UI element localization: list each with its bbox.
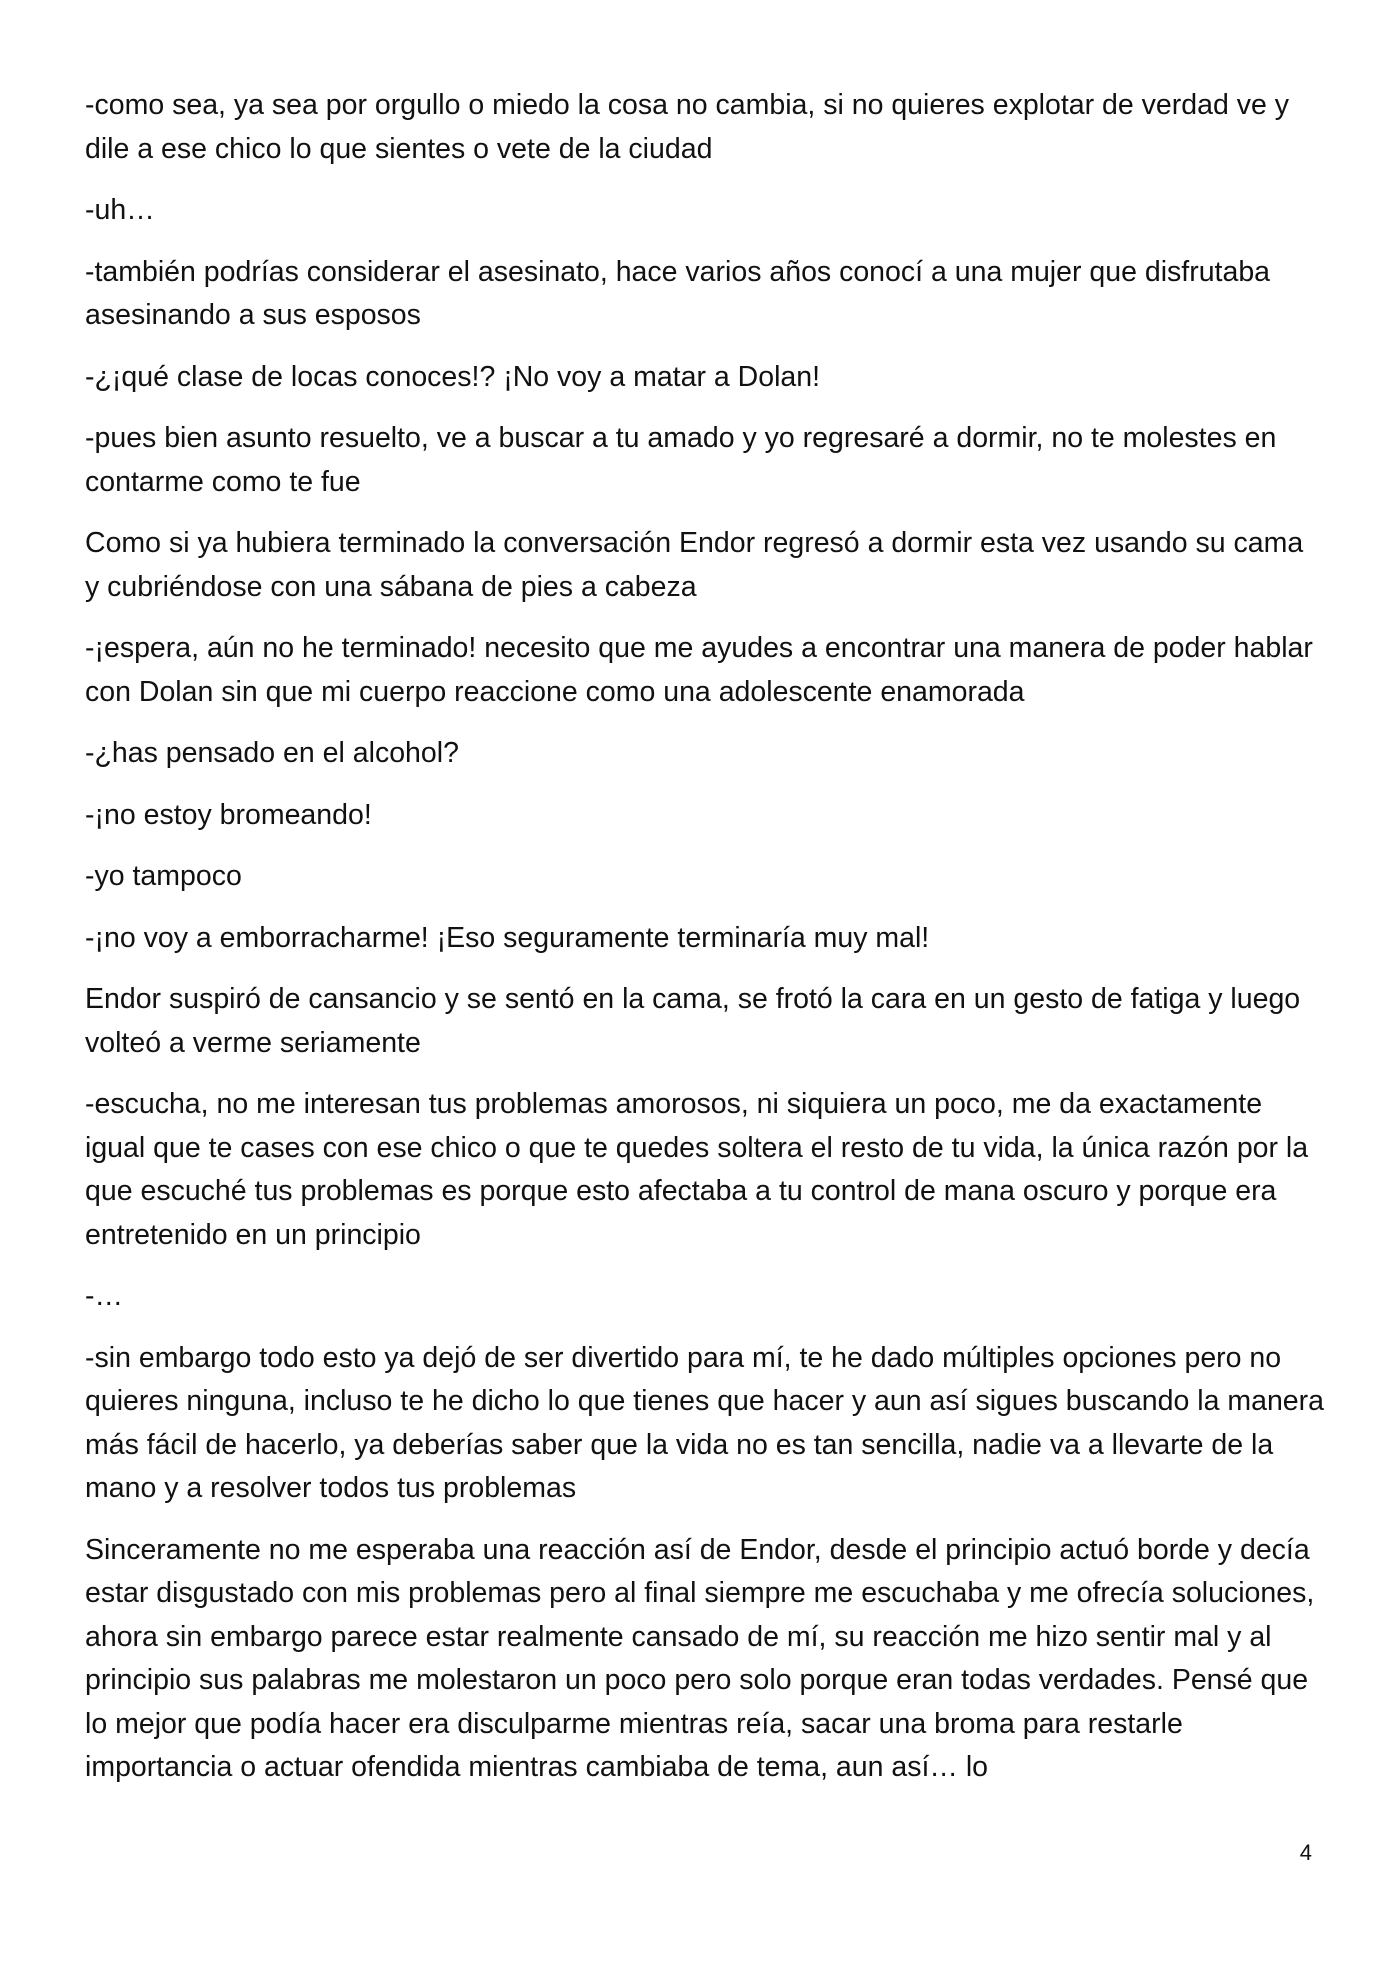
paragraph: -uh… bbox=[85, 194, 155, 226]
paragraph: -¡no voy a emborracharme! ¡Eso seguramente terminaría muy mal! bbox=[85, 921, 930, 954]
paragraph: -¡no estoy bromeando! bbox=[85, 798, 372, 831]
paragraph: -también podrías considerar el asesinato, hace varios años conocí a una mujer que disfrutaba asesinando a sus esposos bbox=[85, 255, 1271, 331]
paragraph: -yo tampoco bbox=[85, 860, 242, 892]
paragraph: -pues bien asunto resuelto, ve a buscar a tu amado y yo regresaré a dormir, no te molestes en contarme como te fue bbox=[85, 422, 1277, 498]
paragraph: -¿¡qué clase de locas conoces!? ¡No voy a matar a Dolan! bbox=[85, 360, 821, 393]
paragraph: -¡espera, aún no he terminado! necesito que me ayudes a encontrar una manera de poder hablar con Dolan sin que mi cuerpo reaccione como una adolescente enamorada bbox=[85, 632, 1313, 708]
text-body bbox=[85, 84, 1325, 1808]
paragraph: -escucha, no me interesan tus problemas amorosos, ni siquiera un poco, me da exactamente igual que te cases con ese chico o que te quedes soltera el resto de tu vida, la única razón por la que escuché tus problemas es porque esto afectaba a tu control de mana oscuro y porque era entretenido en un principio bbox=[85, 1088, 1309, 1251]
paragraph: -¿has pensado en el alcohol? bbox=[85, 737, 459, 769]
paragraph: -como sea, ya sea por orgullo o miedo la cosa no cambia, si no quieres explotar de verdad ve y dile a ese chico lo que sientes o vete de la ciudad bbox=[85, 89, 1289, 165]
paragraph: Como si ya hubiera terminado la conversación Endor regresó a dormir esta vez usando su cama y cubriéndose con una sábana de pies a cabeza bbox=[85, 527, 1304, 603]
paragraph: Sinceramente no me esperaba una reacción así de Endor, desde el principio actuó borde y decía estar disgustado con mis problemas pero al final siempre me escuchaba y me ofrecía soluciones, ahora sin embargo parece estar realmente cansado de mí, su reacción me hizo sentir mal y al principio sus palabras me molestaron un poco pero solo porque eran todas verdades. Pensé que lo mejor que podía hacer era disculparme mientras reía, sacar una broma para restarle importancia o actuar ofendida mientras cambiaba de tema, aun así… lo bbox=[85, 1533, 1315, 1783]
paragraph: -sin embargo todo esto ya dejó de ser divertido para mí, te he dado múltiples opciones pero no quieres ninguna, incluso te he dicho lo que tienes que hacer y aun así sigues buscando la manera más fácil de hacerlo, ya deberías saber que la vida no es tan sencilla, nadie va a llevarte de la mano y a resolver todos tus problemas bbox=[85, 1341, 1324, 1504]
paragraph: Endor suspiró de cansancio y se sentó en la cama, se frotó la cara en un gesto de fatiga y luego volteó a verme seriamente bbox=[85, 983, 1301, 1059]
page-number: 4 bbox=[1299, 1840, 1312, 1865]
paragraph: -… bbox=[85, 1280, 123, 1312]
